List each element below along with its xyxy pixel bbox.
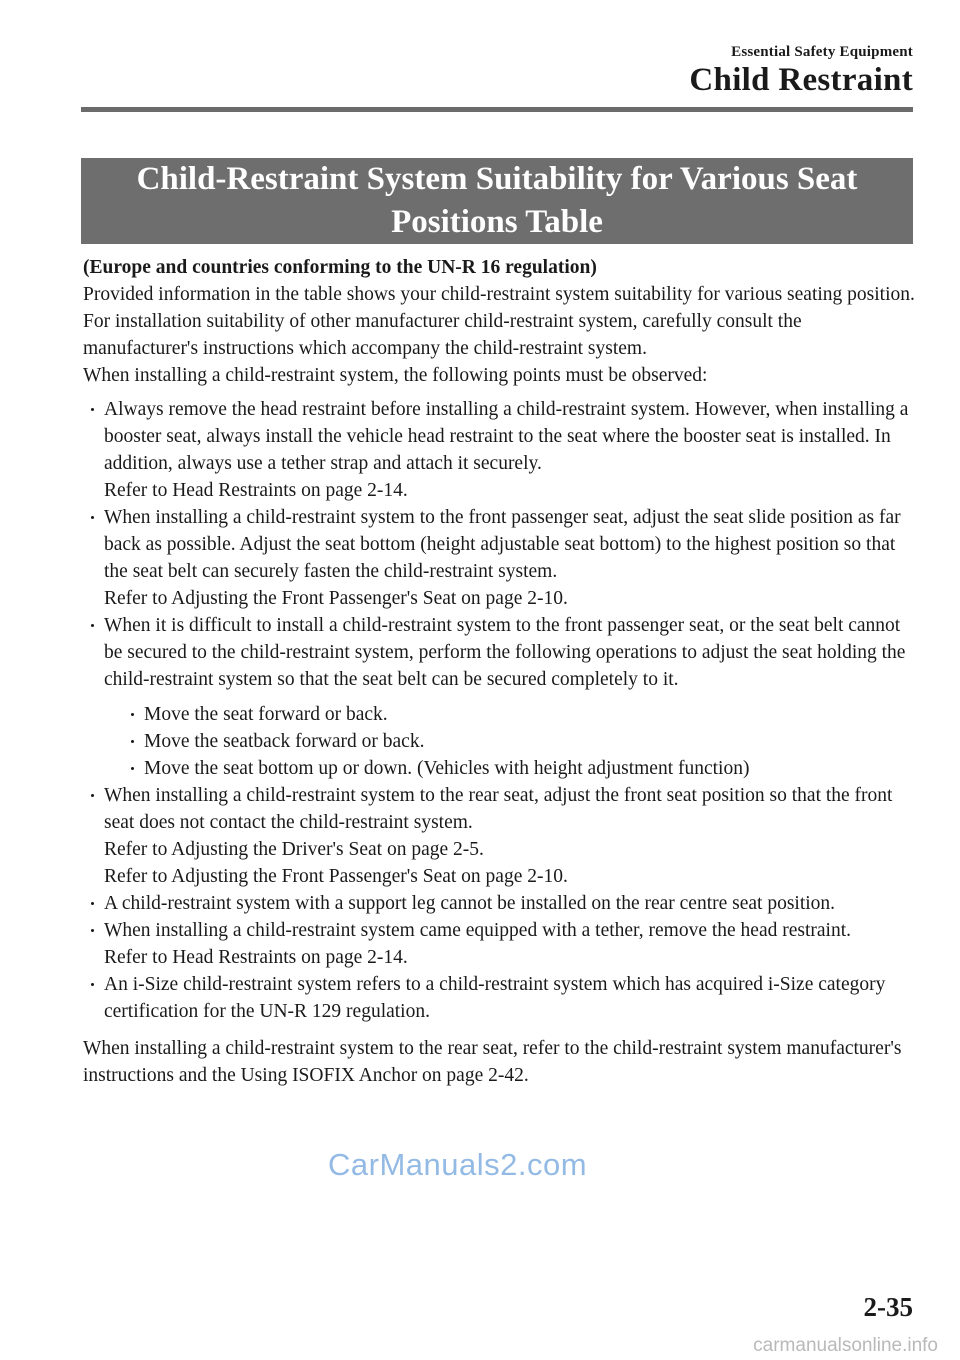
precaution-list xyxy=(83,396,915,1025)
banner-title-line2: Positions Table xyxy=(391,204,603,240)
page-reference: Refer to Head Restraints on page 2-14. xyxy=(104,947,408,968)
list-item xyxy=(83,612,915,782)
sub-list-item: Move the seatback forward or back. xyxy=(104,728,915,755)
section-title: Essential Safety Equipment xyxy=(731,44,913,60)
lead-paragraph: When installing a child-restraint system, the following points must be observed: xyxy=(83,365,708,386)
banner-title xyxy=(107,158,887,244)
sub-list-item: Move the seat bottom up or down. (Vehicles with height adjustment function) xyxy=(104,755,915,782)
list-item xyxy=(83,890,915,917)
page-reference: Refer to Adjusting the Front Passenger's Seat on page 2-10. xyxy=(104,866,568,887)
page-reference: Refer to Adjusting the Driver's Seat on page 2-5. xyxy=(104,839,484,860)
list-item xyxy=(83,396,915,504)
list-item-text: An i-Size child-restraint system refers to a child-restraint system which has acquired i-Size category certification for the UN-R 129 regulation. xyxy=(104,974,886,1022)
closing-paragraph: When installing a child-restraint system to the rear seat, refer to the child-restraint system manufacturer's instructions and the Using ISOFIX Anchor on page 2-42. xyxy=(83,1038,902,1086)
page-number: 2-35 xyxy=(863,1292,913,1322)
header-divider xyxy=(81,107,913,112)
list-item-text: When installing a child-restraint system came equipped with a tether, remove the head restraint. xyxy=(104,920,851,941)
banner-title-line1: Child-Restraint System Suitability for Various Seat xyxy=(136,161,858,197)
sub-list-item: Move the seat forward or back. xyxy=(104,701,915,728)
page-reference: Refer to Head Restraints on page 2-14. xyxy=(104,480,408,501)
list-item-text: When installing a child-restraint system to the rear seat, adjust the front seat position so that the front seat does not contact the child-restraint system. xyxy=(104,785,893,833)
list-item-text: When installing a child-restraint system to the front passenger seat, adjust the seat slide position as far back as possible. Adjust the seat bottom (height adjustable seat bottom) to the highest position so that the seat belt can securely fasten the child-restraint system. xyxy=(104,507,901,582)
list-item xyxy=(83,504,915,612)
list-item xyxy=(83,782,915,890)
section-banner xyxy=(81,158,913,244)
operation-list xyxy=(104,701,915,782)
list-item xyxy=(83,971,915,1025)
watermark-logo: CarManuals2.com xyxy=(328,1147,588,1182)
list-item-text: A child-restraint system with a support leg cannot be installed on the rear centre seat position. xyxy=(104,893,836,914)
footer-site-link[interactable]: carmanualsonline.info xyxy=(753,1335,938,1356)
list-item xyxy=(83,917,915,971)
list-item-text: When it is difficult to install a child-restraint system to the front passenger seat, or the seat belt cannot be secured to the child-restraint system, perform the following operations to adjust the seat holding the child-restraint system so that the seat belt can be secured completely to it. xyxy=(104,615,906,690)
region-subheading: (Europe and countries conforming to the UN-R 16 regulation) xyxy=(83,257,597,278)
page-body xyxy=(83,254,915,1089)
list-item-text: Always remove the head restraint before installing a child-restraint system. However, when installing a booster seat, always install the vehicle head restraint to the seat where the booster seat is installed. In addition, always use a tether strap and attach it securely. xyxy=(104,399,909,474)
intro-paragraph: Provided information in the table shows your child-restraint system suitability for various seating position. For installation suitability of other manufacturer child-restraint system, carefully consult the manufacturer's instructions which accompany the child-restraint system. xyxy=(83,284,915,359)
chapter-title: Child Restraint xyxy=(689,62,913,98)
page-reference: Refer to Adjusting the Front Passenger's Seat on page 2-10. xyxy=(104,588,568,609)
